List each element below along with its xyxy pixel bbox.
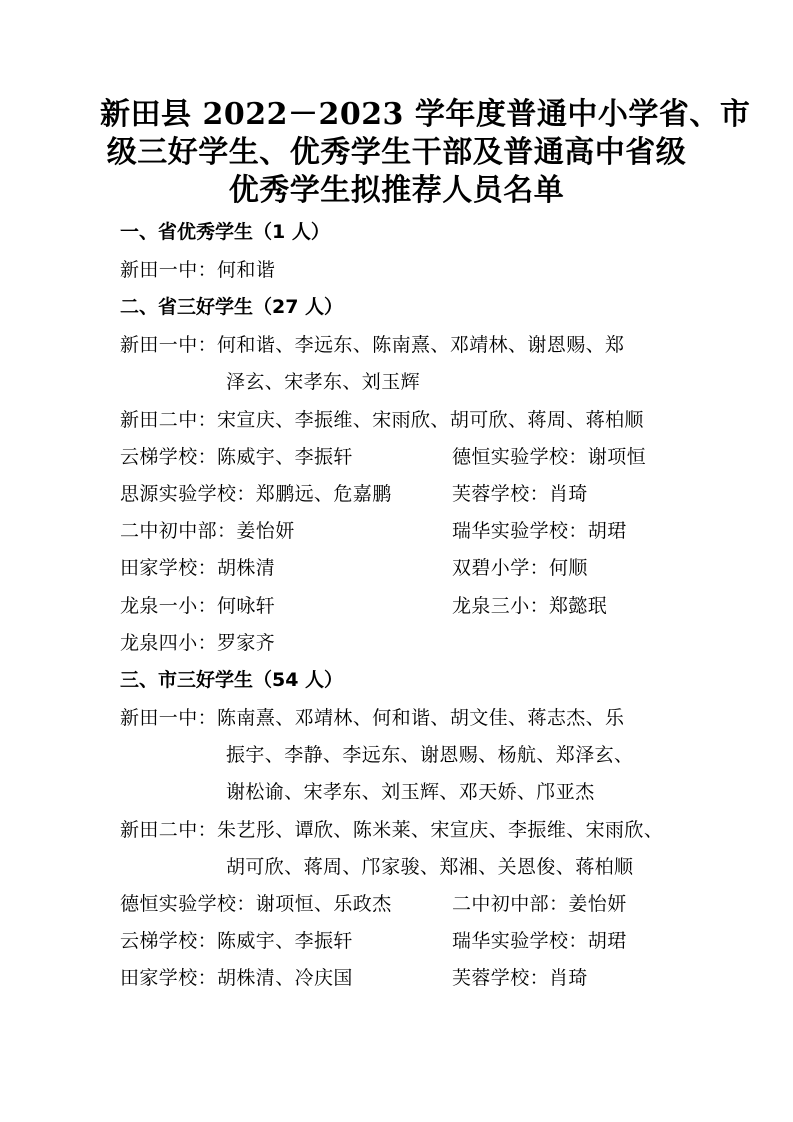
document-title	[100, 96, 751, 210]
title-line-2: 级三好学生、优秀学生干部及普通高中省级	[106, 135, 687, 170]
list-item-left: 思源实验学校：郑鹏远、危嘉鹏	[120, 483, 392, 505]
list-item-right: 瑞华实验学校：胡珺	[452, 520, 627, 542]
school-name: 新田二中：	[120, 409, 218, 431]
section-heading-provincial-excellent: 一、省优秀学生（1 人）	[120, 221, 330, 243]
student-names: 何和谐、李远东、陈南熹、邓靖林、谢恩赐、郑	[217, 334, 625, 356]
student-names-continued: 胡可欣、蒋周、邝家骏、郑湘、关恩俊、蒋柏顺	[226, 856, 634, 878]
title-line-1: 新田县 2022－2023 学年度普通中小学省、市	[100, 97, 751, 132]
list-item-right: 龙泉三小：郑懿珉	[452, 595, 608, 617]
school-name: 新田一中：	[120, 259, 218, 281]
list-item-left: 田家学校：胡株清	[120, 557, 276, 579]
title-line-3: 优秀学生拟推荐人员名单	[228, 173, 565, 208]
list-item-left: 云梯学校：陈威宇、李振轩	[120, 930, 353, 952]
list-item	[120, 333, 624, 357]
list-item-right: 瑞华实验学校：胡珺	[452, 930, 627, 952]
list-item-left: 龙泉一小：何咏轩	[120, 595, 276, 617]
list-item-left: 德恒实验学校：谢项恒、乐政杰	[120, 893, 392, 915]
student-names: 何和谐	[217, 259, 276, 281]
section-heading-city-three-good: 三、市三好学生（54 人）	[120, 669, 344, 691]
student-names: 朱艺彤、谭欣、陈米莱、宋宣庆、李振维、宋雨欣、	[217, 819, 664, 841]
list-item-right: 芙蓉学校：肖琦	[452, 483, 588, 505]
student-names-continued: 谢松谕、宋孝东、刘玉辉、邓天娇、邝亚杰	[226, 781, 595, 803]
school-name: 新田二中：	[120, 819, 218, 841]
list-item	[120, 818, 663, 842]
list-item-right: 二中初中部：姜怡妍	[452, 893, 627, 915]
section-heading-provincial-three-good: 二、省三好学生（27 人）	[120, 296, 344, 318]
list-item-left: 二中初中部：姜怡妍	[120, 520, 295, 542]
school-name: 新田一中：	[120, 334, 218, 356]
list-item	[120, 258, 275, 282]
student-names: 陈南熹、邓靖林、何和谐、胡文佳、蒋志杰、乐	[217, 707, 625, 729]
list-item-right: 芙蓉学校：肖琦	[452, 967, 588, 989]
student-names-continued: 泽玄、宋孝东、刘玉辉	[226, 371, 421, 393]
list-item-left: 龙泉四小：罗家齐	[120, 632, 276, 654]
list-item-left: 田家学校：胡株清、冷庆国	[120, 967, 353, 989]
student-names: 宋宣庆、李振维、宋雨欣、胡可欣、蒋周、蒋柏顺	[217, 409, 644, 431]
list-item-right: 德恒实验学校：谢项恒	[452, 446, 647, 468]
list-item-right: 双碧小学：何顺	[452, 557, 588, 579]
list-item-left: 云梯学校：陈威宇、李振轩	[120, 446, 353, 468]
school-name: 新田一中：	[120, 707, 218, 729]
list-item	[120, 408, 644, 432]
student-names-continued: 振宇、李静、李远东、谢恩赐、杨航、郑泽玄、	[226, 744, 634, 766]
list-item	[120, 706, 624, 730]
